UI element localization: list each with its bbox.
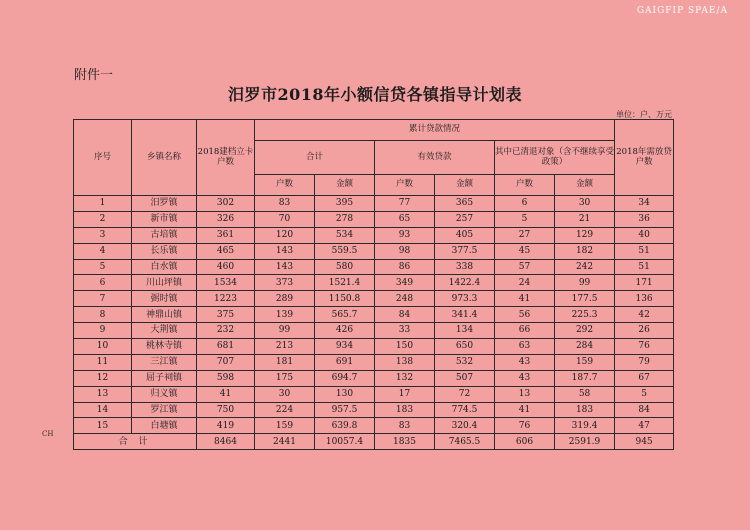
cell-eff_h: 138 (375, 354, 435, 370)
cell-eff_a: 650 (435, 339, 495, 355)
header-total-amount: 金额 (315, 175, 375, 196)
cell-eff_a: 973.3 (435, 291, 495, 307)
cell-cl_h: 24 (495, 275, 555, 291)
cell-tot_h: 30 (255, 386, 315, 402)
cell-eff_h: 248 (375, 291, 435, 307)
cell-h2018: 302 (197, 196, 255, 212)
cell-tot_h: 175 (255, 370, 315, 386)
cell-seq: 10 (74, 339, 132, 355)
total-cell-h2018: 8464 (197, 434, 255, 450)
cell-town: 川山坪镇 (132, 275, 197, 291)
cell-eff_h: 84 (375, 307, 435, 323)
cell-cl_h: 57 (495, 259, 555, 275)
total-cell-eff_a: 7465.5 (435, 434, 495, 450)
cell-eff_h: 86 (375, 259, 435, 275)
cell-eff_a: 365 (435, 196, 495, 212)
cell-h2018: 232 (197, 323, 255, 339)
cell-plan: 67 (615, 370, 674, 386)
cell-town: 白水镇 (132, 259, 197, 275)
cell-seq: 13 (74, 386, 132, 402)
cell-eff_a: 1422.4 (435, 275, 495, 291)
cell-seq: 7 (74, 291, 132, 307)
cell-tot_h: 139 (255, 307, 315, 323)
cell-tot_h: 224 (255, 402, 315, 418)
cell-plan: 5 (615, 386, 674, 402)
cell-tot_h: 181 (255, 354, 315, 370)
cell-eff_h: 33 (375, 323, 435, 339)
cell-seq: 6 (74, 275, 132, 291)
cell-eff_h: 65 (375, 211, 435, 227)
table-row (74, 259, 674, 275)
cell-plan: 84 (615, 402, 674, 418)
table-row (74, 386, 674, 402)
cell-tot_a: 426 (315, 323, 375, 339)
cell-town: 弼时镇 (132, 291, 197, 307)
cell-eff_h: 150 (375, 339, 435, 355)
cell-plan: 42 (615, 307, 674, 323)
total-row (74, 434, 674, 450)
table-row (74, 339, 674, 355)
cell-eff_h: 83 (375, 418, 435, 434)
cell-cl_a: 319.4 (555, 418, 615, 434)
cell-plan: 36 (615, 211, 674, 227)
cell-cl_h: 45 (495, 243, 555, 259)
cell-eff_a: 320.4 (435, 418, 495, 434)
cell-seq: 15 (74, 418, 132, 434)
cell-town: 白塘镇 (132, 418, 197, 434)
cell-h2018: 1534 (197, 275, 255, 291)
cell-tot_a: 1521.4 (315, 275, 375, 291)
cell-plan: 34 (615, 196, 674, 212)
table-row (74, 370, 674, 386)
cell-seq: 5 (74, 259, 132, 275)
margin-mark: CH (42, 430, 54, 438)
cell-eff_a: 341.4 (435, 307, 495, 323)
table-row (74, 354, 674, 370)
table-row (74, 323, 674, 339)
cell-plan: 136 (615, 291, 674, 307)
cell-eff_h: 93 (375, 227, 435, 243)
cell-h2018: 681 (197, 339, 255, 355)
cell-tot_a: 1150.8 (315, 291, 375, 307)
cell-seq: 1 (74, 196, 132, 212)
header-effective: 有效贷款 (375, 141, 495, 175)
cell-tot_a: 694.7 (315, 370, 375, 386)
cell-cl_h: 13 (495, 386, 555, 402)
cell-eff_h: 77 (375, 196, 435, 212)
cell-tot_h: 159 (255, 418, 315, 434)
cell-tot_h: 83 (255, 196, 315, 212)
cell-tot_a: 130 (315, 386, 375, 402)
table-body (74, 196, 674, 450)
cell-seq: 3 (74, 227, 132, 243)
header-town: 乡镇名称 (132, 120, 197, 196)
header-effective-hu: 户数 (375, 175, 435, 196)
cell-h2018: 41 (197, 386, 255, 402)
cell-eff_h: 349 (375, 275, 435, 291)
cell-cl_a: 58 (555, 386, 615, 402)
cell-tot_h: 143 (255, 243, 315, 259)
cell-seq: 4 (74, 243, 132, 259)
unit-note: 单位：户、万元 (616, 110, 672, 119)
cell-tot_a: 534 (315, 227, 375, 243)
cell-plan: 51 (615, 243, 674, 259)
total-cell-tot_h: 2441 (255, 434, 315, 450)
cell-eff_h: 132 (375, 370, 435, 386)
cell-eff_a: 774.5 (435, 402, 495, 418)
header-effective-amount: 金额 (435, 175, 495, 196)
cell-tot_a: 395 (315, 196, 375, 212)
cell-h2018: 750 (197, 402, 255, 418)
total-cell-cl_h: 606 (495, 434, 555, 450)
cell-eff_h: 183 (375, 402, 435, 418)
cell-plan: 51 (615, 259, 674, 275)
cell-tot_a: 559.5 (315, 243, 375, 259)
header-overdue-amount: 金额 (555, 175, 615, 196)
cell-seq: 2 (74, 211, 132, 227)
cell-town: 归义镇 (132, 386, 197, 402)
cell-cl_h: 5 (495, 211, 555, 227)
cell-h2018: 1223 (197, 291, 255, 307)
cell-seq: 8 (74, 307, 132, 323)
cell-tot_a: 691 (315, 354, 375, 370)
cell-town: 罗江镇 (132, 402, 197, 418)
cell-cl_a: 225.3 (555, 307, 615, 323)
cell-town: 新市镇 (132, 211, 197, 227)
cell-cl_a: 183 (555, 402, 615, 418)
cell-cl_h: 41 (495, 291, 555, 307)
cell-cl_a: 21 (555, 211, 615, 227)
cell-cl_h: 6 (495, 196, 555, 212)
cell-eff_a: 338 (435, 259, 495, 275)
cell-cl_h: 27 (495, 227, 555, 243)
table-row (74, 211, 674, 227)
cell-town: 三江镇 (132, 354, 197, 370)
cell-tot_h: 373 (255, 275, 315, 291)
cell-tot_h: 289 (255, 291, 315, 307)
attachment-label: 附件一 (74, 68, 114, 83)
header-plan-2018: 2018年需放贷户数 (615, 120, 674, 196)
cell-cl_a: 177.5 (555, 291, 615, 307)
cell-town: 古培镇 (132, 227, 197, 243)
cell-seq: 11 (74, 354, 132, 370)
header-cumulative: 累计贷款情况 (255, 120, 615, 141)
cell-cl_h: 63 (495, 339, 555, 355)
table-row (74, 418, 674, 434)
cell-tot_a: 580 (315, 259, 375, 275)
cell-plan: 26 (615, 323, 674, 339)
cell-h2018: 361 (197, 227, 255, 243)
table-row (74, 307, 674, 323)
cell-tot_h: 120 (255, 227, 315, 243)
header-overdue-hu: 户数 (495, 175, 555, 196)
loan-plan-table (73, 119, 674, 450)
cell-plan: 40 (615, 227, 674, 243)
cell-cl_h: 43 (495, 354, 555, 370)
header-overdue: 其中已清退对象（含不继续享受政策） (495, 141, 615, 175)
page-title: 汨罗市2018年小额信贷各镇指导计划表 (227, 85, 523, 104)
cell-seq: 14 (74, 402, 132, 418)
cell-cl_a: 292 (555, 323, 615, 339)
total-cell-cl_a: 2591.9 (555, 434, 615, 450)
cell-h2018: 419 (197, 418, 255, 434)
cell-tot_a: 934 (315, 339, 375, 355)
cell-cl_a: 187.7 (555, 370, 615, 386)
table-row (74, 291, 674, 307)
cell-eff_h: 17 (375, 386, 435, 402)
cell-tot_a: 957.5 (315, 402, 375, 418)
cell-eff_h: 98 (375, 243, 435, 259)
cell-cl_h: 66 (495, 323, 555, 339)
cell-cl_h: 41 (495, 402, 555, 418)
cell-plan: 47 (615, 418, 674, 434)
cell-tot_a: 278 (315, 211, 375, 227)
table-row (74, 243, 674, 259)
cell-cl_h: 56 (495, 307, 555, 323)
cell-h2018: 598 (197, 370, 255, 386)
cell-plan: 79 (615, 354, 674, 370)
table-row (74, 275, 674, 291)
cell-plan: 171 (615, 275, 674, 291)
cell-h2018: 326 (197, 211, 255, 227)
cell-seq: 9 (74, 323, 132, 339)
cell-town: 屈子祠镇 (132, 370, 197, 386)
cell-cl_a: 159 (555, 354, 615, 370)
cell-h2018: 375 (197, 307, 255, 323)
cell-h2018: 707 (197, 354, 255, 370)
cell-cl_a: 284 (555, 339, 615, 355)
cell-cl_h: 43 (495, 370, 555, 386)
cell-eff_a: 72 (435, 386, 495, 402)
total-label: 合 计 (74, 434, 197, 450)
cell-h2018: 465 (197, 243, 255, 259)
cell-plan: 76 (615, 339, 674, 355)
header-households-2018: 2018建档立卡户数 (197, 120, 255, 196)
cell-cl_a: 242 (555, 259, 615, 275)
cell-eff_a: 507 (435, 370, 495, 386)
cell-h2018: 460 (197, 259, 255, 275)
header-total: 合计 (255, 141, 375, 175)
cell-cl_a: 129 (555, 227, 615, 243)
header-seq: 序号 (74, 120, 132, 196)
cell-town: 长乐镇 (132, 243, 197, 259)
cell-seq: 12 (74, 370, 132, 386)
cell-town: 桃林寺镇 (132, 339, 197, 355)
cell-town: 汨罗镇 (132, 196, 197, 212)
table-row (74, 227, 674, 243)
total-cell-tot_a: 10057.4 (315, 434, 375, 450)
total-cell-eff_h: 1835 (375, 434, 435, 450)
cell-eff_a: 257 (435, 211, 495, 227)
cell-tot_h: 213 (255, 339, 315, 355)
cell-eff_a: 405 (435, 227, 495, 243)
cell-tot_h: 70 (255, 211, 315, 227)
cell-town: 神鼎山镇 (132, 307, 197, 323)
table-row (74, 402, 674, 418)
cell-cl_h: 76 (495, 418, 555, 434)
cell-tot_a: 565.7 (315, 307, 375, 323)
header-total-hu: 户数 (255, 175, 315, 196)
cell-cl_a: 99 (555, 275, 615, 291)
cell-tot_h: 143 (255, 259, 315, 275)
cell-eff_a: 532 (435, 354, 495, 370)
total-cell-plan: 945 (615, 434, 674, 450)
cell-eff_a: 134 (435, 323, 495, 339)
corner-mark: GAIGFIP SPAE/A (636, 6, 728, 16)
cell-town: 大荆镇 (132, 323, 197, 339)
cell-tot_a: 639.8 (315, 418, 375, 434)
cell-cl_a: 30 (555, 196, 615, 212)
cell-tot_h: 99 (255, 323, 315, 339)
table-row (74, 196, 674, 212)
cell-eff_a: 377.5 (435, 243, 495, 259)
cell-cl_a: 182 (555, 243, 615, 259)
